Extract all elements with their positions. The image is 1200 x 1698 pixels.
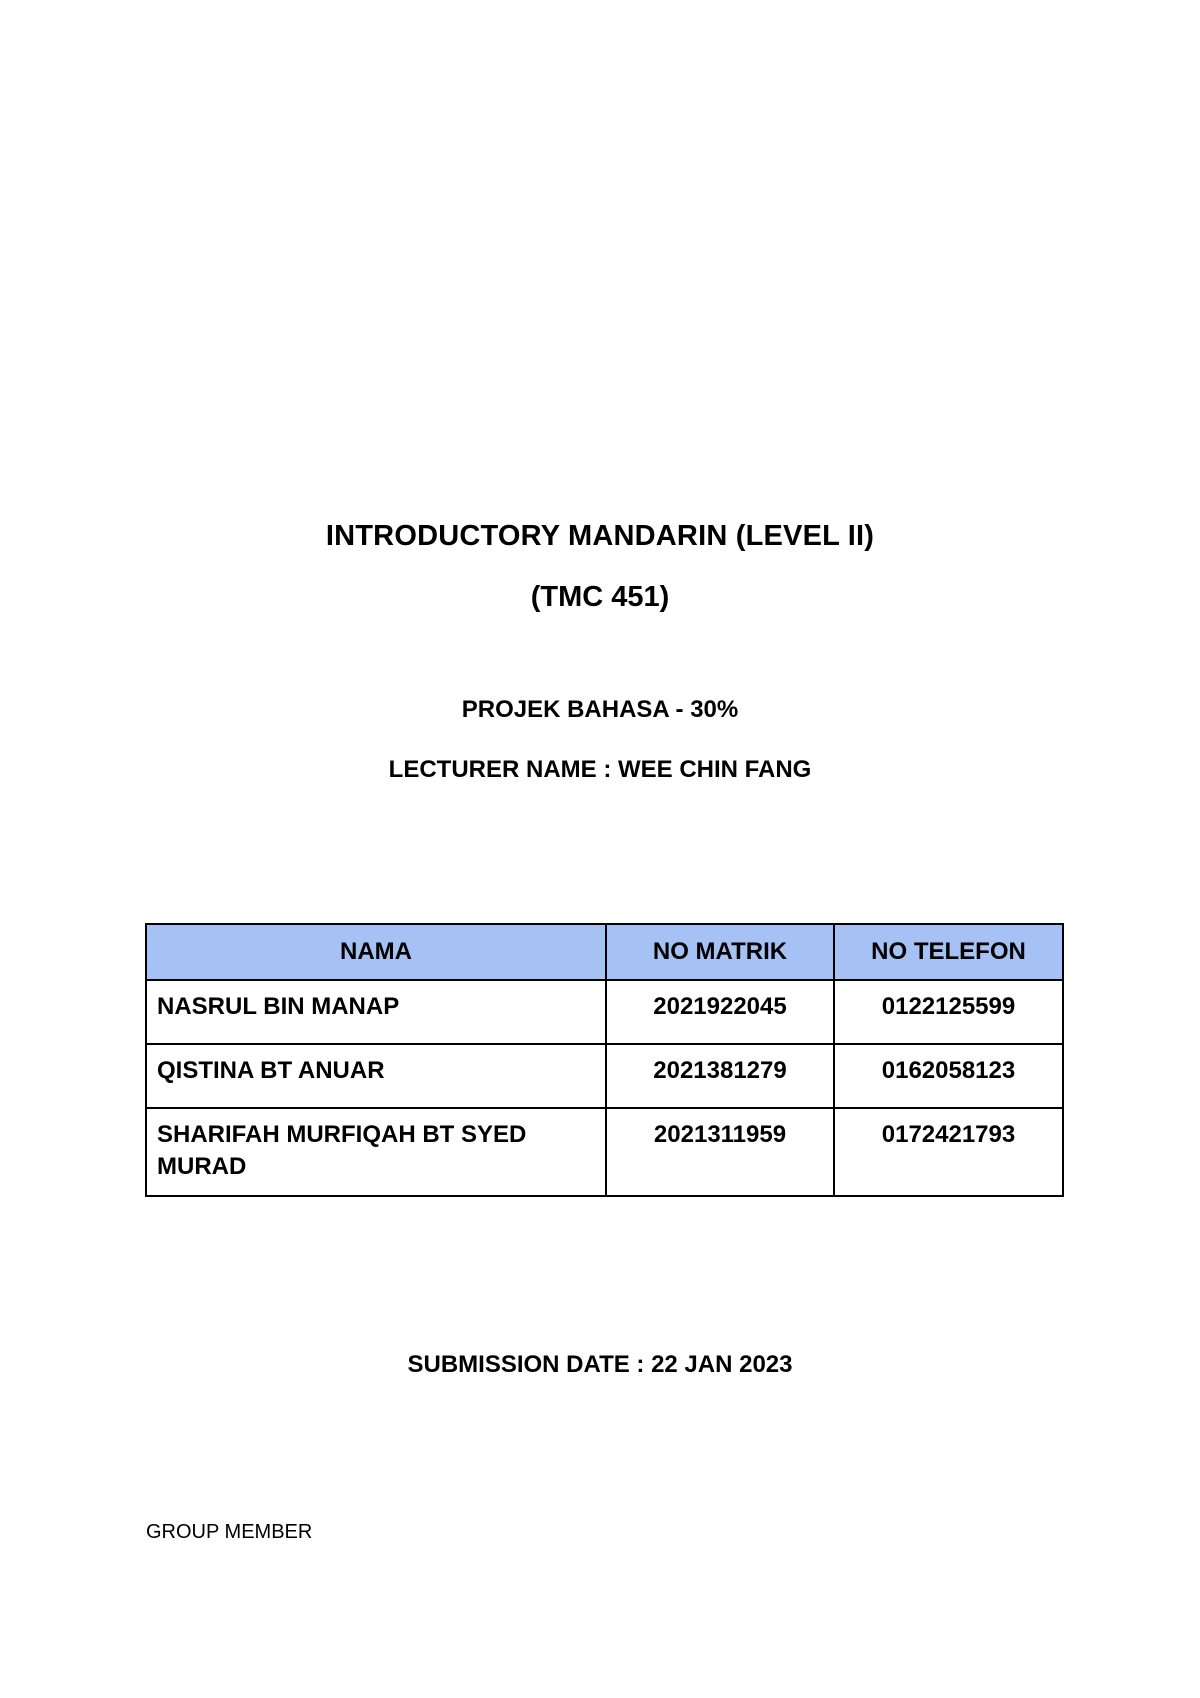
member-matric: 2021381279 <box>606 1044 834 1108</box>
member-name: NASRUL BIN MANAP <box>146 980 606 1044</box>
header-no-matrik: NO MATRIK <box>606 924 834 980</box>
course-title: INTRODUCTORY MANDARIN (LEVEL II) <box>325 520 875 552</box>
table-header-row <box>146 924 1063 980</box>
member-matric: 2021922045 <box>606 980 834 1044</box>
table-row <box>146 1108 1063 1196</box>
header-no-telefon: NO TELEFON <box>834 924 1063 980</box>
lecturer-name: LECTURER NAME : WEE CHIN FANG <box>388 756 812 783</box>
course-code: (TMC 451) <box>530 581 670 613</box>
member-phone: 0172421793 <box>834 1108 1063 1196</box>
project-title: PROJEK BAHASA - 30% <box>461 696 739 723</box>
table-row <box>146 1044 1063 1108</box>
header-nama: NAMA <box>146 924 606 980</box>
member-phone: 0162058123 <box>834 1044 1063 1108</box>
group-member-label: GROUP MEMBER <box>146 1521 313 1543</box>
member-matric: 2021311959 <box>606 1108 834 1196</box>
member-name: SHARIFAH MURFIQAH BT SYED MURAD <box>146 1108 606 1196</box>
submission-date: SUBMISSION DATE : 22 JAN 2023 <box>407 1351 793 1378</box>
group-member-table <box>145 923 1064 1197</box>
member-phone: 0122125599 <box>834 980 1063 1044</box>
member-name: QISTINA BT ANUAR <box>146 1044 606 1108</box>
table-row <box>146 980 1063 1044</box>
